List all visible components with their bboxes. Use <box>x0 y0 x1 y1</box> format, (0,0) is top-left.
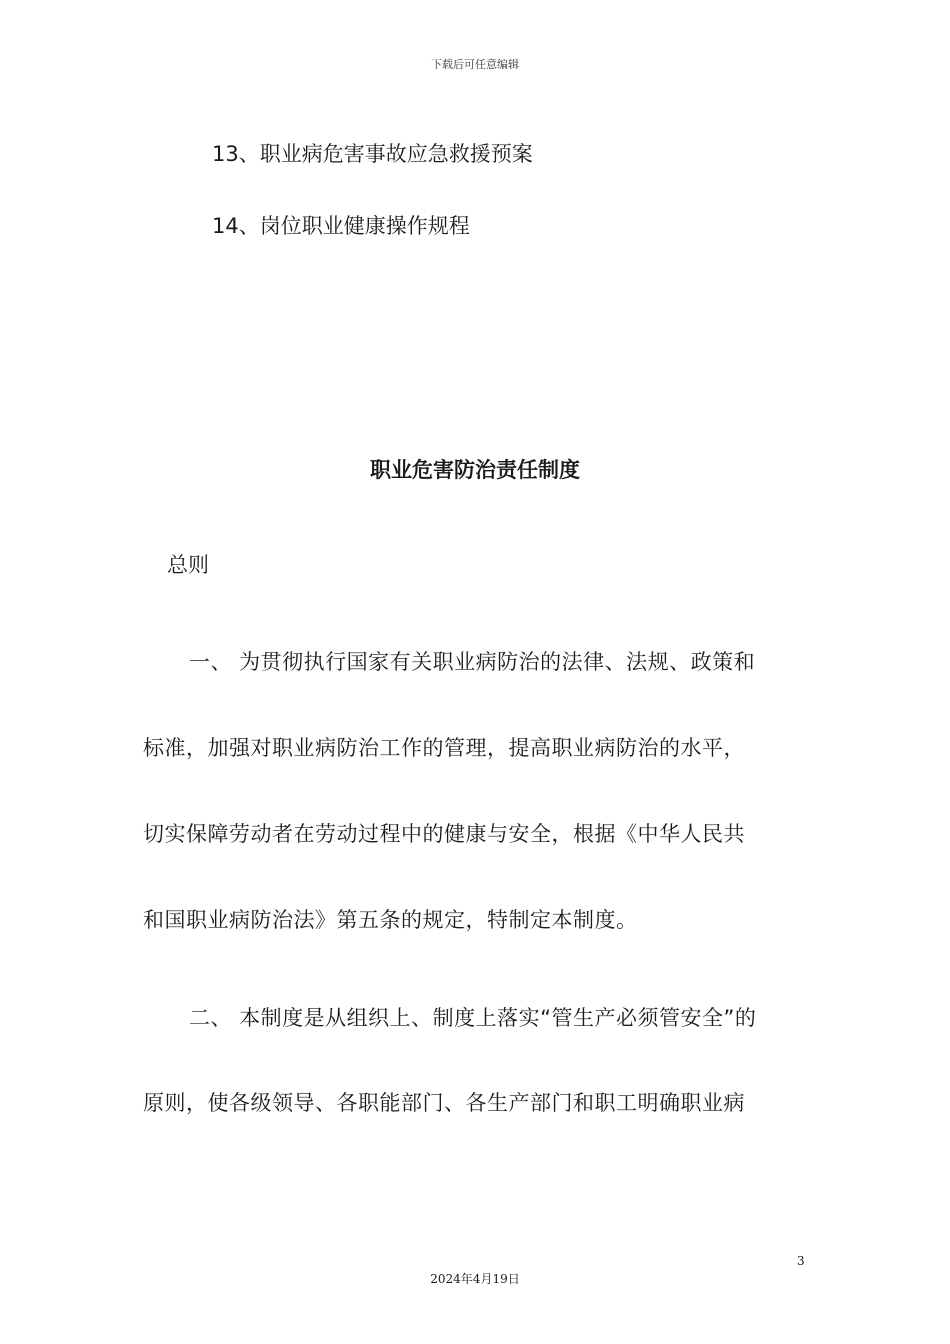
page-header-note: 下载后可任意编辑 <box>431 58 519 71</box>
document-title: 职业危害防治责任制度 <box>370 458 580 482</box>
paragraph-line: 一、 为贯彻执行国家有关职业病防治的法律、法规、政策和 <box>189 650 756 674</box>
paragraph-line: 切实保障劳动者在劳动过程中的健康与安全，根据《中华人民共 <box>143 822 745 846</box>
page-number: 3 <box>797 1254 805 1268</box>
paragraph-line: 标准，加强对职业病防治工作的管理，提高职业病防治的水平， <box>143 736 745 760</box>
paragraph-line: 和国职业病防治法》第五条的规定，特制定本制度。 <box>143 908 638 932</box>
footer-date: 2024年4月19日 <box>430 1272 520 1286</box>
paragraph-line: 原则，使各级领导、各职能部门、各生产部门和职工明确职业病 <box>143 1091 745 1115</box>
toc-item-13: 13、职业病危害事故应急救援预案 <box>212 142 533 166</box>
toc-item-14: 14、岗位职业健康操作规程 <box>212 214 470 238</box>
section-heading: 总则 <box>167 553 209 577</box>
paragraph-line: 二、 本制度是从组织上、制度上落实“管生产必须管安全”的 <box>189 1006 757 1030</box>
